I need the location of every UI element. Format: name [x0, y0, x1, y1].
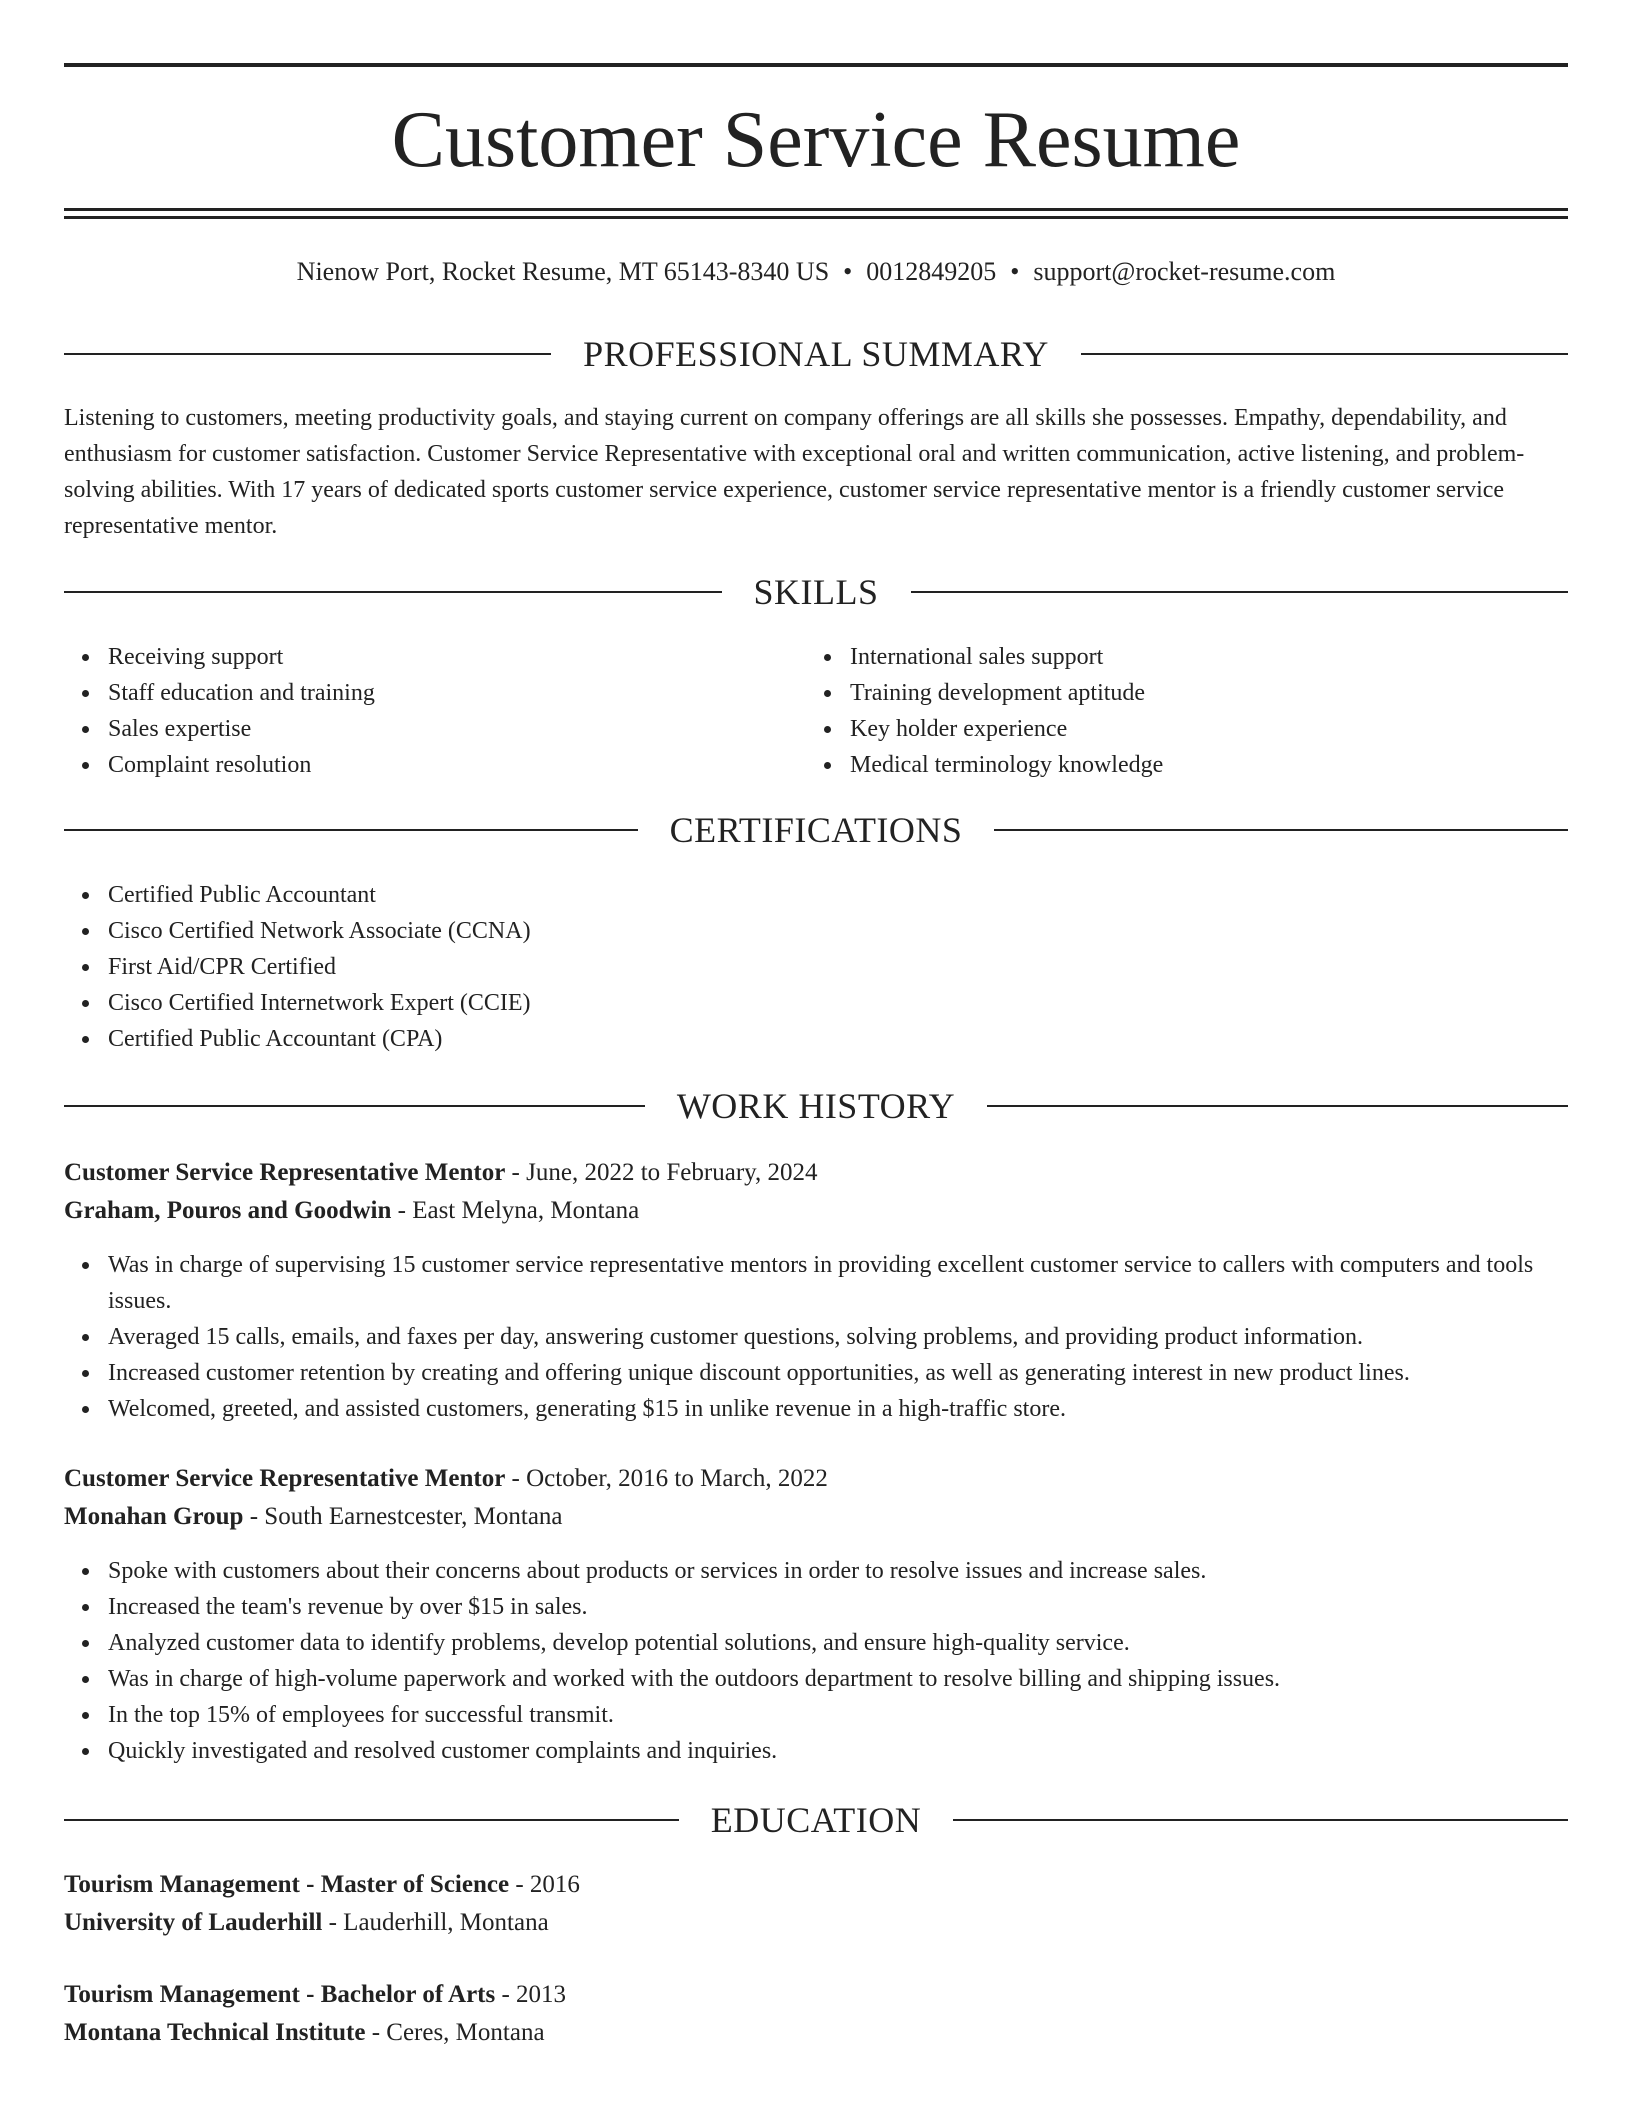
job-title-line — [64, 1461, 1568, 1497]
heading-rule — [953, 1819, 1568, 1821]
job-duty: Welcomed, greeted, and assisted customers, generating $15 in unlike revenue in a high-traffic store. — [108, 1391, 1568, 1427]
summary-text: Listening to customers, meeting productivity goals, and staying current on company offerings are all skills she possesses. Empathy, dependability, and enthusiasm for customer satisfaction. Customer Service Representative with exceptional oral and written communication, active listening, and problem-solving abilities. With 17 years of dedicated sports customer service experience, customer service representative mentor is a friendly customer service representative mentor. — [64, 405, 1525, 539]
section-heading-education — [64, 1798, 1568, 1842]
certification-item: Cisco Certified Network Associate (CCNA) — [108, 913, 964, 949]
job-location: - South Earnestcester, Montana — [249, 1503, 563, 1530]
education-degree-line — [64, 1977, 1568, 2013]
certifications-list — [64, 877, 964, 1057]
education-year: - 2013 — [501, 1981, 567, 2008]
section-heading-work-history — [64, 1084, 1568, 1128]
job-duty: Spoke with customers about their concerns about products or services in order to resolve issues and increase sales. — [108, 1553, 1568, 1589]
skill-item: Sales expertise — [108, 711, 764, 747]
job-duty: Was in charge of supervising 15 customer service representative mentors in providing excellent customer service to callers with computers and tools issues. — [108, 1247, 1568, 1319]
section-heading-skills — [64, 570, 1568, 614]
certification-item: Certified Public Accountant (CPA) — [108, 1021, 964, 1057]
section-heading-certifications — [64, 808, 1568, 852]
contact-line — [64, 254, 1568, 290]
section-title: CERTIFICATIONS — [669, 810, 963, 850]
job-duty: Averaged 15 calls, emails, and faxes per day, answering customer questions, solving problems, and providing product information. — [108, 1319, 1568, 1355]
contact-separator: • — [1010, 257, 1020, 286]
heading-rule — [911, 591, 1569, 593]
education-location: - Lauderhill, Montana — [328, 1909, 549, 1936]
education-degree: Tourism Management - Master of Science — [64, 1871, 510, 1898]
job-title: Customer Service Representative Mentor — [64, 1159, 506, 1186]
contact-email: support@rocket-resume.com — [1033, 257, 1336, 286]
education-school-line — [64, 2015, 1568, 2051]
skill-item: Receiving support — [108, 639, 764, 675]
job-company: Graham, Pouros and Goodwin — [64, 1197, 392, 1224]
job-dates: - October, 2016 to March, 2022 — [511, 1465, 828, 1492]
education-degree: Tourism Management - Bachelor of Arts — [64, 1981, 496, 2008]
heading-rule — [994, 829, 1568, 831]
education-degree-line — [64, 1867, 1568, 1903]
job-company-line — [64, 1499, 1568, 1535]
education-school: University of Lauderhill — [64, 1909, 323, 1936]
job-duty: In the top 15% of employees for successful transmit. — [108, 1697, 1568, 1733]
heading-rule — [64, 1105, 645, 1107]
certification-item: Cisco Certified Internetwork Expert (CCIE) — [108, 985, 964, 1021]
section-heading-summary — [64, 332, 1568, 376]
education-year: - 2016 — [515, 1871, 580, 1898]
skill-item: Training development aptitude — [850, 675, 1506, 711]
skills-list-right — [806, 639, 1506, 783]
job-duty: Quickly investigated and resolved customer complaints and inquiries. — [108, 1733, 1568, 1769]
resume-title: Customer Service Resume — [391, 96, 1241, 184]
skill-item: Key holder experience — [850, 711, 1506, 747]
heading-rule — [64, 1819, 679, 1821]
section-title: EDUCATION — [710, 1800, 922, 1840]
contact-phone: 0012849205 — [866, 257, 997, 286]
job-duty: Increased customer retention by creating and offering unique discount opportunities, as well as generating interest in new product lines. — [108, 1355, 1568, 1391]
contact-separator: • — [843, 257, 853, 286]
title-rule-upper — [64, 208, 1568, 211]
heading-rule — [1081, 353, 1568, 355]
job-duties-list — [64, 1247, 1568, 1427]
education-location: - Ceres, Montana — [371, 2019, 545, 2046]
job-company: Monahan Group — [64, 1503, 244, 1530]
job-title: Customer Service Representative Mentor — [64, 1465, 506, 1492]
contact-address: Nienow Port, Rocket Resume, MT 65143-8340 US — [296, 257, 830, 286]
education-school-line — [64, 1905, 1568, 1941]
job-duty: Analyzed customer data to identify problems, develop potential solutions, and ensure high-quality service. — [108, 1625, 1568, 1661]
title-rule-lower — [64, 216, 1568, 219]
job-location: - East Melyna, Montana — [397, 1197, 640, 1224]
top-rule — [64, 63, 1568, 67]
education-school: Montana Technical Institute — [64, 2019, 366, 2046]
job-company-line — [64, 1193, 1568, 1229]
skills-list-left — [64, 639, 764, 783]
section-title: PROFESSIONAL SUMMARY — [583, 334, 1049, 374]
skill-item: International sales support — [850, 639, 1506, 675]
heading-rule — [64, 353, 551, 355]
heading-rule — [64, 591, 722, 593]
job-title-line — [64, 1155, 1568, 1191]
skill-item: Staff education and training — [108, 675, 764, 711]
job-duty: Increased the team's revenue by over $15 in sales. — [108, 1589, 1568, 1625]
heading-rule — [987, 1105, 1568, 1107]
job-duties-list — [64, 1553, 1568, 1769]
certification-item: Certified Public Accountant — [108, 877, 964, 913]
section-title: WORK HISTORY — [676, 1086, 956, 1126]
skill-item: Medical terminology knowledge — [850, 747, 1506, 783]
skill-item: Complaint resolution — [108, 747, 764, 783]
heading-rule — [64, 829, 638, 831]
job-dates: - June, 2022 to February, 2024 — [511, 1159, 818, 1186]
job-duty: Was in charge of high-volume paperwork and worked with the outdoors department to resolve billing and shipping issues. — [108, 1661, 1568, 1697]
section-title: SKILLS — [753, 572, 879, 612]
certification-item: First Aid/CPR Certified — [108, 949, 964, 985]
